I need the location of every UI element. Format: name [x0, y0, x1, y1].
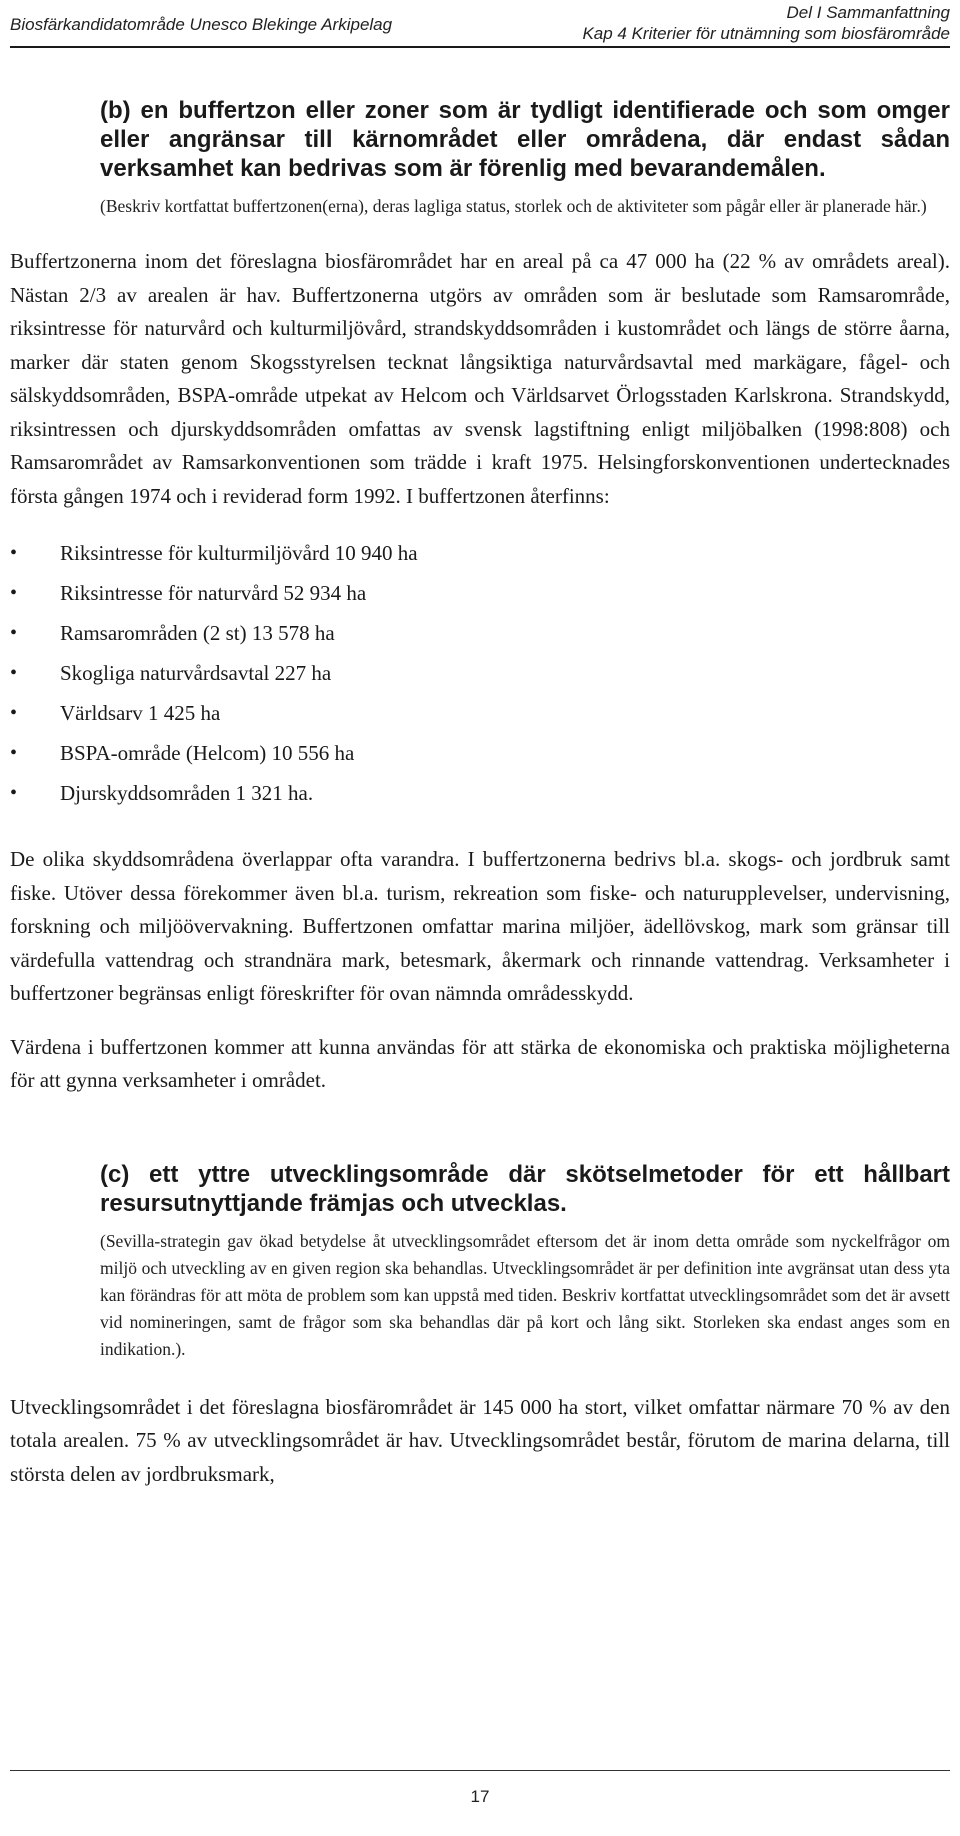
bullet-icon: •: [10, 622, 18, 644]
header-part-title: Del I Sammanfattning: [786, 3, 950, 22]
buffer-zone-list: [10, 533, 950, 813]
section-c-instruction: (Sevilla-strategin gav ökad betydelse åt utvecklingsområdet eftersom det är inom detta område som nyckelfrågor om miljö och utveckling av en given region ska behandlas. Utvecklingsområdet är per definition inte avgränsat utan dess yta kan förändras för att möta de problem som kan uppstå med tiden. Beskriv kortfattat utvecklingsområdet som det är avsett vid nomineringen, samt de frågor som ska behandlas där på kort och lång sikt. Storleken ska endast anges som en indikation.).: [100, 1230, 950, 1359]
section-b-paragraph-3: Värdena i buffertzonen kommer att kunna användas för att stärka de ekonomiska och praktiska möjligheterna för att gynna verksamheter i området.: [10, 1034, 950, 1092]
section-b-paragraph-2: De olika skyddsområdena överlappar ofta varandra. I buffertzonerna bedrivs bl.a. skogs- och jordbruk samt fiske. Utöver dessa förekommer även bl.a. turism, rekreation som fiske- och naturupplevelser, undervisning, forskning och miljöövervakning. Buffertzonen omfattar marina miljöer, ädellövskog, mark som gränsar till värdefulla vattendrag och strandnära mark, betesmark, åkermark och rinnande vattendrag. Verksamheter i buffertzoner begränsas enligt föreskrifter för ovan nämnda områdesskydd.: [10, 847, 950, 1005]
section-b-instruction: (Beskriv kortfattat buffertzonen(erna), deras lagliga status, storlek och de aktiviteter som pågår eller är planerade här.): [100, 196, 927, 216]
list-item: • Ramsarområden (2 st) 13 578 ha: [10, 613, 950, 653]
bullet-icon: •: [10, 702, 18, 724]
header-chapter-title: Kap 4 Kriterier för utnämning som biosfärområde: [582, 24, 950, 43]
list-item: • Djurskyddsområden 1 321 ha.: [10, 773, 950, 813]
section-c-heading: (c) ett yttre utvecklingsområde där skötselmetoder för ett hållbart resursutnyttjande främjas och utvecklas.: [100, 1160, 950, 1217]
list-item: • BSPA-område (Helcom) 10 556 ha: [10, 733, 950, 773]
section-c-paragraph-1: Utvecklingsområdet i det föreslagna biosfärområdet är 145 000 ha stort, vilket omfattar närmare 70 % av den totala arealen. 75 % av utvecklingsområdet är hav. Utvecklingsområdet består, förutom de marina delarna, till största delen av jordbruksmark,: [10, 1394, 950, 1486]
bullet-icon: •: [10, 742, 18, 764]
bullet-icon: •: [10, 582, 18, 604]
page-header: [10, 0, 950, 48]
header-chapter-info: [582, 2, 950, 44]
header-document-title: Biosfärkandidatområde Unesco Blekinge Arkipelag: [10, 15, 393, 34]
page-footer: [10, 1770, 950, 1806]
section-b-intro: [10, 96, 950, 220]
list-item: • Skogliga naturvårdsavtal 227 ha: [10, 653, 950, 693]
bullet-icon: •: [10, 662, 18, 684]
list-item: • Världsarv 1 425 ha: [10, 693, 950, 733]
page-content: [10, 96, 950, 1491]
list-item: • Riksintresse för kulturmiljövård 10 940 ha: [10, 533, 950, 573]
section-b-paragraph-1: Buffertzonerna inom det föreslagna biosfärområdet har en areal på ca 47 000 ha (22 % av områdets areal). Nästan 2/3 av arealen är hav. Buffertzonerna utgörs av områden som är beslutade som Ramsarområde, riksintresse för naturvård och kulturmiljövård, strandskyddsområden i kustområdet och längs de större åarna, marker där staten genom Skogsstyrelsen tecknat långsiktiga naturvårdsavtal med markägare, fågel- och sälskyddsområden, BSPA-område utpekat av Helcom och Världsarvet Örlogsstaden Karlskrona. Strandskydd, riksintressen och djurskyddsområden omfattas av svensk lagstiftning enligt miljöbalken (1998:808) och Ramsarområdet av Ramsarkonventionen som trädde i kraft 1975. Helsingforskonventionen undertecknades första gången 1974 och i reviderad form 1992. I buffertzonen återfinns:: [10, 249, 950, 508]
section-c-intro: [10, 1160, 950, 1363]
page-number: 17: [470, 1787, 490, 1806]
bullet-icon: •: [10, 782, 18, 804]
section-b-heading: (b) en buffertzon eller zoner som är tydligt identifierade och som omger eller angränsar till kärnområdet eller områdena, där endast sådan verksamhet kan bedrivas som är förenlig med bevarandemålen.: [100, 97, 950, 182]
bullet-icon: •: [10, 542, 18, 564]
list-item: • Riksintresse för naturvård 52 934 ha: [10, 573, 950, 613]
